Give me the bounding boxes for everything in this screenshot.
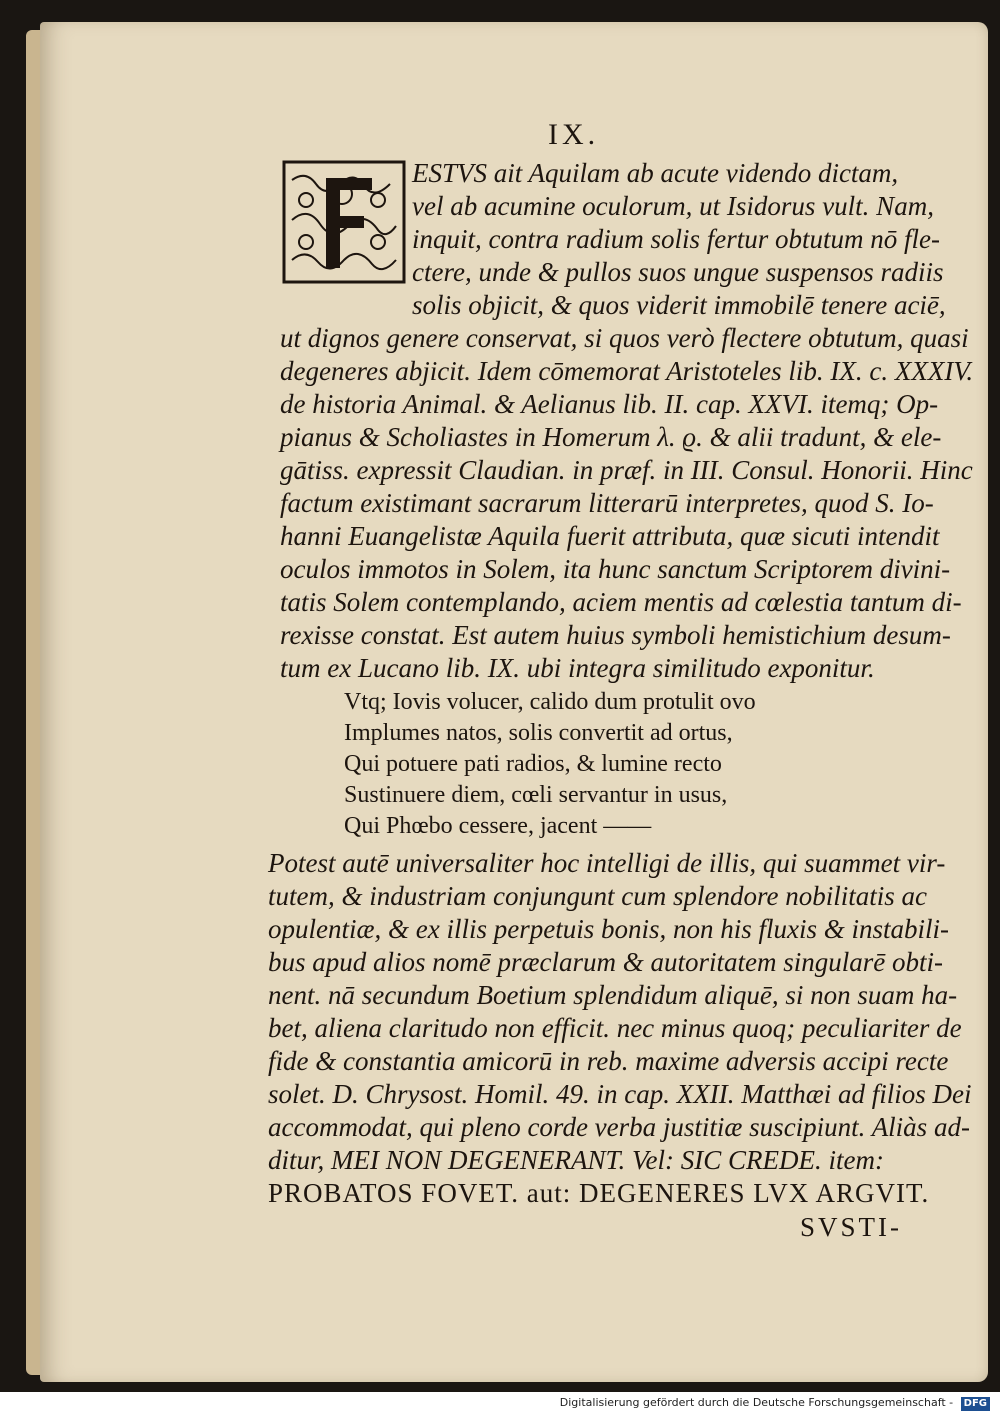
text-line: Potest autē universaliter hoc intelligi de illis, qui suammet vir-: [268, 848, 946, 878]
text-line: tatis Solem contemplando, aciem mentis ad cœlestia tantum di-: [280, 587, 962, 617]
text-line: oculos immotos in Solem, ita hunc sanctum Scriptorem divini-: [280, 554, 951, 584]
text-line: ctere, unde & pullos suos ungue suspensos radiis: [412, 257, 944, 287]
text-line: hanni Euangelistæ Aquila fuerit attributa, quæ sicuti intendit: [280, 521, 940, 551]
verse-line: Implumes natos, solis convertit ad ortus,: [344, 720, 733, 746]
text-line: nent. nā secundum Boetium splendidum aliquē, si non suam ha-: [268, 980, 958, 1010]
text-line: pianus & Scholiastes in Homerum λ. ϱ. & alii tradunt, & ele-: [280, 422, 942, 452]
text-line: rexisse constat. Est autem huius symboli hemistichium desum-: [280, 620, 951, 650]
text-line: tum ex Lucano lib. IX. ubi integra similitudo exponitur.: [280, 653, 875, 683]
text-line: tutem, & industriam conjungunt cum splendore nobilitatis ac: [268, 881, 927, 911]
text-line: opulentiæ, & ex illis perpetuis bonis, non his fluxis & instabili-: [268, 914, 949, 944]
digitization-footer: [0, 1392, 1000, 1414]
text-line: bet, aliena claritudo non efficit. nec minus quoq; peculiariter de: [268, 1013, 962, 1043]
dfg-logo: DFG: [961, 1397, 990, 1411]
text-line: factum existimant sacrarum litterarū interpretes, quod S. Io-: [280, 488, 934, 518]
text-line: accommodat, qui pleno corde verba justitiæ suscipiunt. Aliàs ad-: [268, 1112, 970, 1142]
text-line: ditur, MEI NON DEGENERANT. Vel: SIC CREDE. item:: [268, 1145, 884, 1175]
page-number: IX.: [548, 118, 600, 151]
verse-line: Qui potuere pati radios, & lumine recto: [344, 751, 722, 777]
text-line: ut dignos genere conservat, si quos verò flectere obtutum, quasi: [280, 323, 969, 353]
text-line: de historia Animal. & Aelianus lib. II. cap. XXVI. itemq; Op-: [280, 389, 939, 419]
text-line: bus apud alios nomē præclarum & autoritatem singularē obti-: [268, 947, 943, 977]
text-line: solet. D. Chrysost. Homil. 49. in cap. XXII. Matthæi ad filios Dei: [268, 1079, 972, 1109]
verse-line: Vtq; Iovis volucer, calido dum protulit ovo: [344, 689, 756, 715]
text-line: gātiss. expressit Claudian. in præf. in III. Consul. Honorii. Hinc: [280, 455, 973, 485]
text-line: PROBATOS FOVET. aut: DEGENERES LVX ARGVIT.: [268, 1178, 930, 1208]
text-line: solis objicit, & quos viderit immobilē tenere aciē,: [412, 290, 946, 320]
footer-text: Digitalisierung gefördert durch die Deutsche Forschungsgemeinschaft -: [559, 1396, 954, 1409]
text-line: inquit, contra radium solis fertur obtutum nō fle-: [412, 224, 941, 254]
decorated-initial-f: [282, 160, 406, 284]
text-line: degeneres abjicit. Idem cōmemorat Aristoteles lib. IX. c. XXXIV.: [280, 356, 974, 386]
catchword: SVSTI-: [800, 1212, 903, 1242]
verse-line: Qui Phœbo cessere, jacent ——: [344, 813, 652, 839]
text-line: fide & constantia amicorū in reb. maxime adversis accipi recte: [268, 1046, 949, 1076]
text-line: ESTVS ait Aquilam ab acute videndo dictam,: [412, 158, 899, 188]
text-line: vel ab acumine oculorum, ut Isidorus vult. Nam,: [412, 191, 934, 221]
verse-line: Sustinuere diem, cœli servantur in usus,: [344, 782, 728, 808]
